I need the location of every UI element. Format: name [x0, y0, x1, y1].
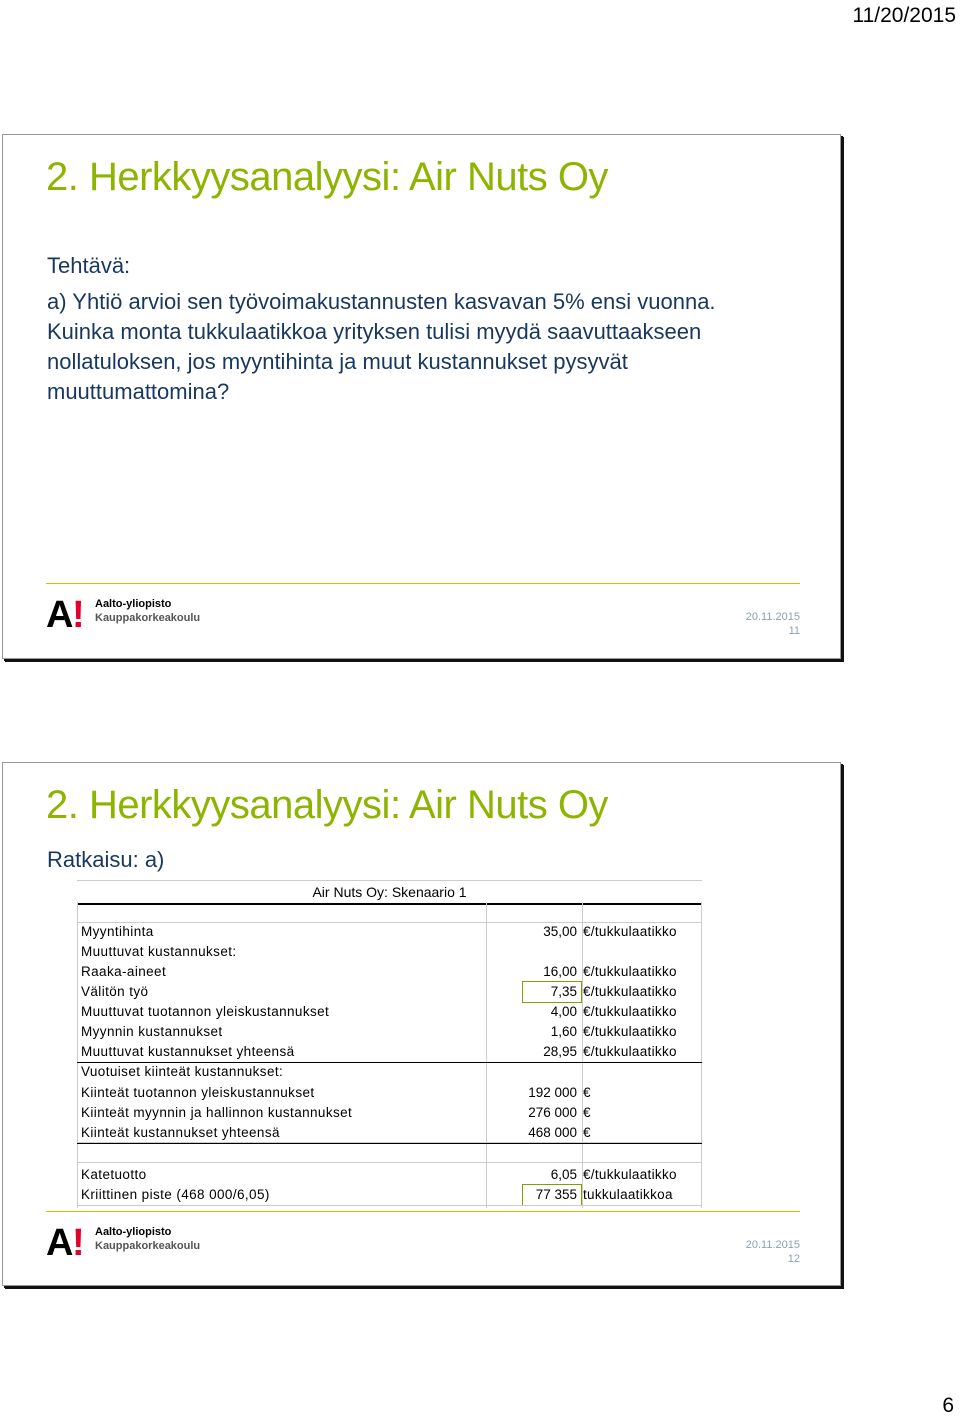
task-text: a) Yhtiö arvioi sen työvoimakustannusten kasvavan 5% ensi vuonna. Kuinka monta tukkulaatikkoa yrityksen tulisi myydä saavuttaakseen nollatuloksen, jos myyntihinta ja muut kustannukset pysyvät muuttumattomina? — [47, 289, 716, 404]
row-label: Muuttuvat tuotannon yleiskustannukset — [81, 1004, 330, 1019]
aalto-logo — [46, 595, 226, 635]
table-row — [77, 1103, 702, 1123]
row-label: Kiinteät kustannukset yhteensä — [81, 1125, 280, 1140]
row-unit: € — [583, 1125, 591, 1140]
row-label: Raaka-aineet — [81, 964, 167, 979]
row-label: Muuttuvat kustannukset: — [81, 944, 237, 959]
footer-date: 20.11.2015 — [745, 1239, 800, 1251]
row-label: Muuttuvat kustannukset yhteensä — [81, 1044, 295, 1059]
grid-line — [77, 1205, 702, 1206]
aalto-logo — [46, 1223, 226, 1263]
selected-cell — [522, 1184, 582, 1206]
row-unit: € — [583, 1085, 591, 1100]
slide-title: 2. Herkkyysanalyysi: Air Nuts Oy — [46, 783, 608, 827]
grid-line — [77, 922, 702, 923]
slide-12 — [2, 762, 841, 1286]
slide-number: 12 — [787, 1253, 800, 1265]
row-unit: €/tukkulaatikko — [583, 1004, 677, 1019]
page-date: 11/20/2015 — [852, 4, 956, 27]
row-label: Välitön työ — [81, 984, 149, 999]
row-value: 276 000 — [528, 1105, 577, 1120]
logo-school: Kauppakorkeakoulu — [95, 1240, 201, 1252]
table-row — [77, 1165, 702, 1185]
footer-divider — [46, 1211, 800, 1212]
row-value: 1,60 — [550, 1024, 577, 1039]
row-label: Vuotuiset kiinteät kustannukset: — [81, 1064, 284, 1079]
grid-line — [77, 1142, 702, 1143]
table-row — [77, 1022, 702, 1042]
row-label: Kiinteät myynnin ja hallinnon kustannukset — [81, 1105, 353, 1120]
slide-title: 2. Herkkyysanalyysi: Air Nuts Oy — [46, 155, 608, 199]
row-unit: €/tukkulaatikko — [583, 1024, 677, 1039]
row-value: 192 000 — [528, 1085, 577, 1100]
table-row — [77, 962, 702, 982]
row-value: 468 000 — [528, 1125, 577, 1140]
row-label: Kriittinen piste (468 000/6,05) — [81, 1187, 270, 1202]
footer-divider — [46, 583, 800, 584]
row-unit: tukkulaatikkoa — [583, 1187, 673, 1202]
row-unit: €/tukkulaatikko — [583, 984, 677, 999]
row-label: Myyntihinta — [81, 924, 154, 939]
row-value: 6,05 — [550, 1167, 577, 1182]
logo-university: Aalto-yliopisto — [95, 1226, 172, 1238]
table-title: Air Nuts Oy: Skenaario 1 — [77, 880, 702, 905]
row-label: Kiinteät tuotannon yleiskustannukset — [81, 1085, 315, 1100]
selected-cell — [522, 981, 582, 1003]
grid-line — [77, 1162, 702, 1163]
row-unit: €/tukkulaatikko — [583, 1044, 677, 1059]
page-number: 6 — [942, 1394, 954, 1417]
slide-11 — [2, 134, 841, 659]
slide-number: 11 — [788, 625, 800, 637]
logo-mark: A — [46, 594, 74, 636]
row-unit: €/tukkulaatikko — [583, 1167, 677, 1182]
row-unit: € — [583, 1105, 591, 1120]
table-row — [77, 922, 702, 942]
table-row — [77, 1123, 702, 1143]
table-row — [77, 942, 702, 962]
row-value: 16,00 — [543, 964, 577, 979]
logo-exclamation: ! — [72, 1222, 85, 1264]
logo-school: Kauppakorkeakoulu — [95, 612, 201, 624]
row-value: 28,95 — [543, 1044, 577, 1059]
table-row — [77, 1002, 702, 1022]
logo-exclamation: ! — [72, 594, 85, 636]
table-row — [77, 982, 702, 1002]
total-underline — [77, 1143, 702, 1144]
row-value: 35,00 — [543, 924, 577, 939]
solution-heading: Ratkaisu: a) — [47, 847, 165, 872]
row-value: 7,35 — [550, 984, 577, 999]
row-unit: €/tukkulaatikko — [583, 964, 677, 979]
row-unit: €/tukkulaatikko — [583, 924, 677, 939]
logo-university: Aalto-yliopisto — [95, 598, 172, 610]
row-label: Katetuotto — [81, 1167, 147, 1182]
table-row — [77, 1042, 702, 1062]
footer-date: 20.11.2015 — [745, 611, 800, 623]
spreadsheet-table — [77, 880, 702, 1208]
table-row — [77, 1083, 702, 1103]
row-label: Myynnin kustannukset — [81, 1024, 223, 1039]
table-row — [77, 1185, 702, 1205]
task-heading: Tehtävä: — [47, 253, 131, 278]
row-value: 77 355 — [535, 1187, 577, 1202]
logo-mark: A — [46, 1222, 74, 1264]
table-row — [77, 1062, 702, 1082]
row-value: 4,00 — [550, 1004, 577, 1019]
